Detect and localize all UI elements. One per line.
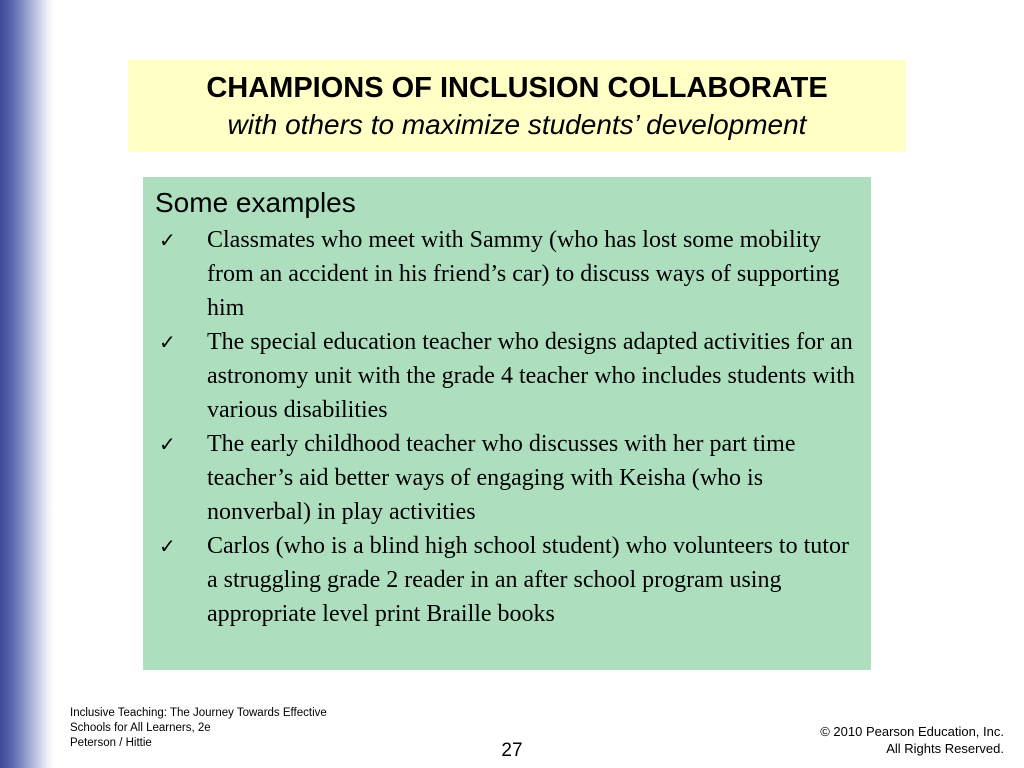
example-item [155,529,855,631]
copyright-notice [820,723,1004,757]
book-authors: Peterson / Hittie [70,737,152,749]
example-text: Carlos (who is a blind high school student) who volunteers to tutor a struggling grade 2 reader in an after school program using appropriate level print Braille books [207,533,849,627]
examples-box [143,177,871,670]
book-citation [70,706,390,751]
decorative-side-bar [0,0,54,768]
checkmark-icon: ✓ [159,330,176,354]
example-item [155,325,855,427]
example-text: The early childhood teacher who discusses with her part time teacher’s aid better ways of engaging with Keisha (who is nonverbal) in play activities [207,431,796,525]
copyright-line: © 2010 Pearson Education, Inc. [820,724,1004,739]
examples-list [155,223,855,631]
example-text: The special education teacher who designs adapted activities for an astronomy unit with the grade 4 teacher who includes students with various disabilities [207,329,855,423]
slide-title: CHAMPIONS OF INCLUSION COLLABORATE [206,72,828,104]
book-title-line: Inclusive Teaching: The Journey Towards Effective [70,707,327,719]
example-item [155,427,855,529]
examples-heading: Some examples [155,187,356,218]
page-number: 27 [501,740,523,761]
slide-subtitle: with others to maximize students’ development [227,109,807,140]
checkmark-icon: ✓ [159,228,176,252]
book-title-line: Schools for All Learners, 2e [70,722,211,734]
checkmark-icon: ✓ [159,432,176,456]
example-text: Classmates who meet with Sammy (who has lost some mobility from an accident in his friend’s car) to discuss ways of supporting him [207,227,840,321]
example-item [155,223,855,325]
title-box [128,60,906,152]
rights-line: All Rights Reserved. [886,741,1004,756]
checkmark-icon: ✓ [159,534,176,558]
